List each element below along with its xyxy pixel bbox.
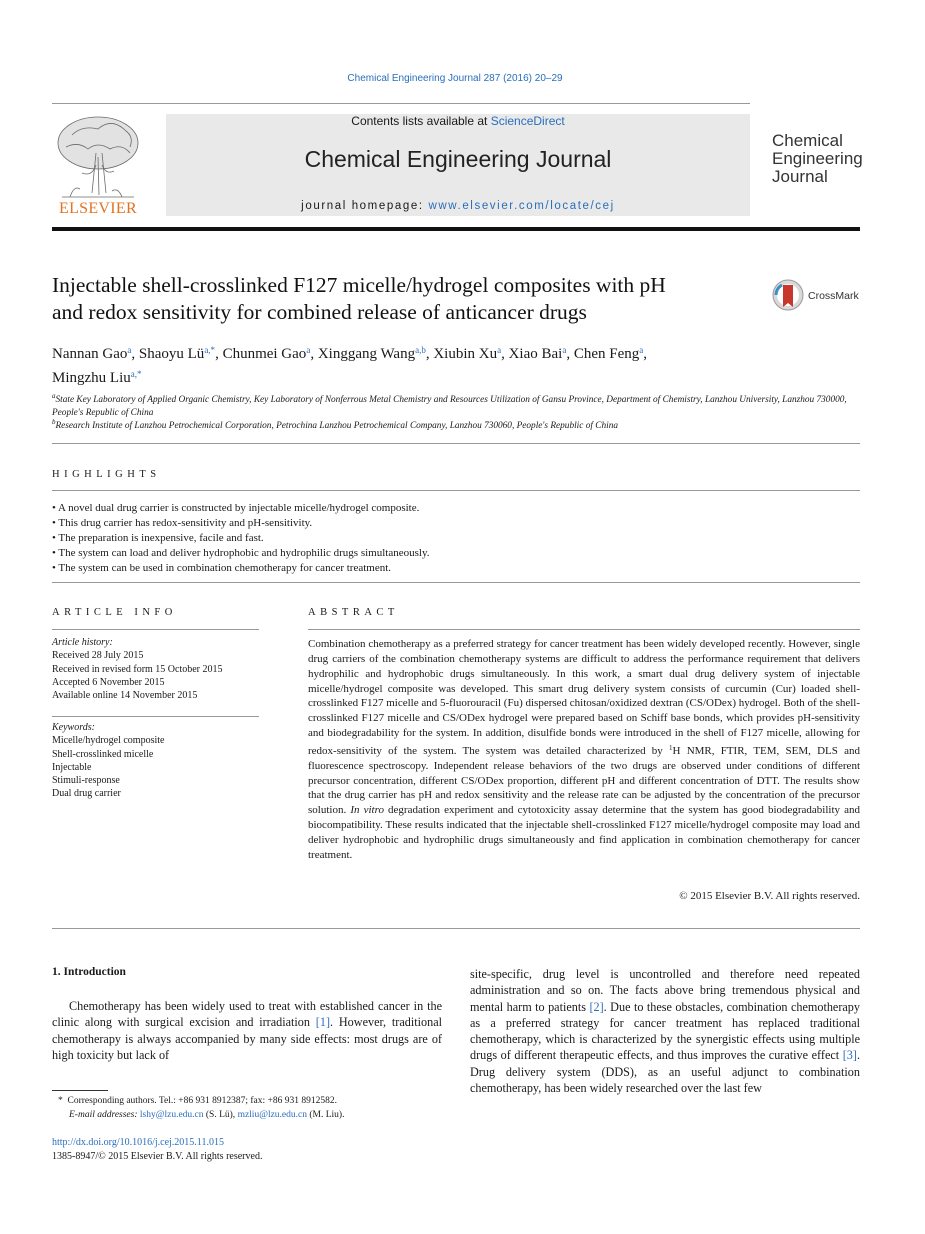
highlight-item: • The system can be used in combination chemotherapy for cancer treatment. xyxy=(52,561,860,576)
keyword: Shell-crosslinked micelle xyxy=(52,748,154,760)
highlight-item: • The preparation is inexpensive, facile and fast. xyxy=(52,531,860,546)
footnote-emails xyxy=(52,1108,442,1122)
author-separator: , xyxy=(425,346,434,362)
issn-line: 1385-8947/© 2015 Elsevier B.V. All rights reserved. xyxy=(52,1151,263,1162)
abstract-text xyxy=(308,637,860,863)
doi-link[interactable]: http://dx.doi.org/10.1016/j.cej.2015.11.015 xyxy=(52,1137,224,1148)
title-line-1: Injectable shell-crosslinked F127 micelle/hydrogel composites with pH xyxy=(52,273,666,297)
author-name[interactable]: Mingzhu Liu xyxy=(52,370,131,386)
abstract-copyright: © 2015 Elsevier B.V. All rights reserved. xyxy=(679,890,860,902)
abstract-sup: 1 xyxy=(669,743,673,752)
keyword: Injectable xyxy=(52,761,92,773)
highlight-item: • The system can load and deliver hydrophobic and hydrophilic drugs simultaneously. xyxy=(52,546,860,561)
homepage-link[interactable]: www.elsevier.com/locate/cej xyxy=(428,200,615,212)
sciencedirect-link[interactable]: ScienceDirect xyxy=(490,114,565,128)
body-column-left xyxy=(52,998,442,1063)
history-entry: Available online 14 November 2015 xyxy=(52,690,198,702)
author-name[interactable]: Shaoyu Lü xyxy=(138,346,205,362)
homepage-prefix: journal homepage: xyxy=(301,200,429,212)
affiliation-mark: a xyxy=(52,392,56,400)
author-name[interactable]: Chen Feng xyxy=(573,346,640,362)
keyword: Micelle/hydrogel composite xyxy=(52,735,165,747)
crossmark-icon[interactable] xyxy=(772,279,804,311)
author-separator: , xyxy=(215,346,223,362)
journal-cover-title xyxy=(772,132,872,186)
author-affiliation-mark[interactable]: a,* xyxy=(204,345,216,355)
divider xyxy=(52,928,860,929)
title-line-2: and redox sensitivity for combined release of anticancer drugs xyxy=(52,300,587,324)
article-info-heading: ARTICLE INFO xyxy=(52,607,177,618)
footnote-divider xyxy=(52,1090,108,1091)
abstract-part: degradation experiment and cytotoxicity assay determine that the system has good biodegradability and biocompatibility. These results indicated that the injectable shell-crosslinked F127 micelle/hydrogel composite may load and deliver hydrophobic and hydrophilic drugs simultaneously and find application in combination chemotherapy for cancer treatment. xyxy=(308,804,861,861)
footnote-marker: * xyxy=(58,1096,63,1106)
abstract-italic: In vitro xyxy=(350,804,384,817)
history-entry: Received 28 July 2015 xyxy=(52,650,144,662)
body-column-right xyxy=(470,966,860,1096)
email-link[interactable]: lshy@lzu.edu.cn xyxy=(139,1110,204,1120)
abstract-heading: ABSTRACT xyxy=(308,607,399,618)
journal-citation-link[interactable]: Chemical Engineering Journal 287 (2016) 20–29 xyxy=(347,73,563,84)
author-separator: , xyxy=(643,346,647,362)
divider xyxy=(308,629,860,630)
footnote-corresponding xyxy=(52,1094,442,1108)
body-text: . Drug delivery system (DDS), as an useful adjunct to combination chemotherapy, has been widely researched over the last few xyxy=(470,1048,860,1096)
author-name[interactable]: Chunmei Gao xyxy=(222,346,307,362)
keywords-label: Keywords: xyxy=(52,722,95,733)
cover-title-line: Chemical xyxy=(772,131,843,150)
author-name[interactable]: Xiao Bai xyxy=(508,346,563,362)
journal-homepage xyxy=(166,200,750,212)
reference-link[interactable]: [1] xyxy=(315,1015,331,1030)
cover-title-line: Journal xyxy=(772,166,828,186)
reference-link[interactable]: [2] xyxy=(589,999,604,1014)
author-affiliation-mark[interactable]: a xyxy=(639,345,644,355)
author-separator: , xyxy=(501,346,509,362)
history-entry: Received in revised form 15 October 2015 xyxy=(52,663,223,675)
history-label: Article history: xyxy=(52,637,113,648)
highlight-item: • This drug carrier has redox-sensitivity and pH-sensitivity. xyxy=(52,516,860,531)
publisher-logo-text: ELSEVIER xyxy=(59,200,137,217)
keyword: Stimuli-response xyxy=(52,775,120,787)
doi-block xyxy=(52,1136,262,1164)
author-affiliation-mark[interactable]: a xyxy=(306,345,311,355)
journal-name: Chemical Engineering Journal xyxy=(304,146,612,172)
section-heading: 1. Introduction xyxy=(52,966,126,978)
body-text: . Due to these obstacles, combination chemotherapy as a preferred strategy for cancer treatment has replaced traditional chemotherapy, which is characterized by the synergistic effects using multiple drugs of different therapeutic effects, and thus improves the curative effect xyxy=(470,999,860,1063)
keywords xyxy=(52,721,262,801)
highlights-heading: HIGHLIGHTS xyxy=(52,469,161,480)
author-list xyxy=(52,340,842,388)
keyword: Dual drug carrier xyxy=(52,788,121,800)
divider xyxy=(52,490,860,491)
contents-prefix: Contents lists available at xyxy=(351,114,491,128)
body-text: . However, traditional chemotherapy is always accompanied by many side effects: most drugs are of high toxicity but lack of xyxy=(52,1015,442,1062)
cover-title-line: Engineering xyxy=(772,148,863,168)
crossmark-label[interactable]: CrossMark xyxy=(808,290,859,302)
footnote-text: Corresponding authors. Tel.: +86 931 8912387; fax: +86 931 8912582. xyxy=(67,1096,338,1106)
author-name[interactable]: Nannan Gao xyxy=(52,346,128,362)
author-affiliation-mark[interactable]: a xyxy=(562,345,567,355)
author-name[interactable]: Xinggang Wang xyxy=(317,346,416,362)
history-entry: Accepted 6 November 2015 xyxy=(52,676,165,688)
author-affiliation-mark[interactable]: a,* xyxy=(130,369,142,379)
body-text: Chemotherapy has been widely used to treat with established cancer in the clinic along with surgical excision and irradiation xyxy=(52,999,442,1030)
highlight-item: • A novel dual drug carrier is constructed by injectable micelle/hydrogel composite. xyxy=(52,501,860,516)
affiliation-text: Research Institute of Lanzhou Petrochemical Corporation, Petrochina Lanzhou Petrochemical Company, Lanzhou 730060, People's Republic of China xyxy=(55,421,618,431)
affiliation-b xyxy=(52,416,860,433)
affiliation-text: State Key Laboratory of Applied Organic Chemistry, Key Laboratory of Nonferrous Metal Chemistry and Resources Utilization of Gansu Province, Department of Chemistry, Lanzhou University, Lanzhou 730000, People's Republic of China xyxy=(52,395,847,419)
abstract-part: H NMR, FTIR, TEM, SEM, DLS and fluorescence spectroscopy. Independent release behaviors of the two drugs are observed under conditions of different precursor concentration, different CS/ODex proportion, different pH and different concentration of DTT. The results show that the drug carrier has pH and redox sensitivity and the release rate can be adjusted by the concentration of the precursor solution. xyxy=(308,744,860,817)
header-divider xyxy=(52,103,750,104)
affiliation-mark: b xyxy=(52,418,56,426)
divider xyxy=(52,629,259,630)
author-affiliation-mark[interactable]: a xyxy=(127,345,132,355)
divider xyxy=(52,443,860,444)
article-title xyxy=(52,272,752,326)
footnote xyxy=(52,1094,442,1122)
email-label: E-mail addresses: xyxy=(69,1110,140,1120)
divider xyxy=(52,582,860,583)
article-history xyxy=(52,636,262,702)
email-link[interactable]: mzliu@lzu.edu.cn xyxy=(237,1110,307,1120)
author-name[interactable]: Xiubin Xu xyxy=(433,346,498,362)
author-separator: , xyxy=(566,346,574,362)
abstract-part: Combination chemotherapy as a preferred strategy for cancer treatment has been widely developed recently. However, single drug carriers of the combination chemotherapy systems are difficult to address the performance requirement that delivers hydrophilic and hydrophobic drugs simultaneously. In this work, a smart dual drug delivery system of injectable micelle/hydrogel composite was developed. This smart drug delivery system consists of curcumin (Cur) loaded shell-crosslinked F127 micelle and 5-fluorouracil (Fu) dispersed chitosan/oxidized dextran (CS/ODex) hydrogel. Both of the shell-crosslinked F127 micelle and CS/ODex hydrogel were prepared based on Schiff base bonds, which provides pH-sensitivity and biodegradability for the system. In addition, disulfide bonds were introduced in the shell of F127 micelle, allowing for redox-sensitivity of the system. The system was detailed characterized by xyxy=(308,638,861,757)
author-separator: , xyxy=(131,346,139,362)
header-thick-divider xyxy=(52,227,860,231)
divider xyxy=(52,716,259,717)
author-affiliation-mark[interactable]: a xyxy=(497,345,502,355)
contents-line xyxy=(166,114,750,128)
highlights-list xyxy=(52,501,860,576)
email-owner: (M. Liu). xyxy=(307,1110,345,1120)
email-owner: (S. Lü), xyxy=(203,1110,238,1120)
reference-link[interactable]: [3] xyxy=(842,1048,857,1063)
author-separator: , xyxy=(310,346,318,362)
author-affiliation-mark[interactable]: a,b xyxy=(415,345,426,355)
body-text: site-specific, drug level is uncontrolled and therefore need repeated administration and so on. The facts above bring tremendous physical and mental harm to patients xyxy=(470,967,860,1014)
